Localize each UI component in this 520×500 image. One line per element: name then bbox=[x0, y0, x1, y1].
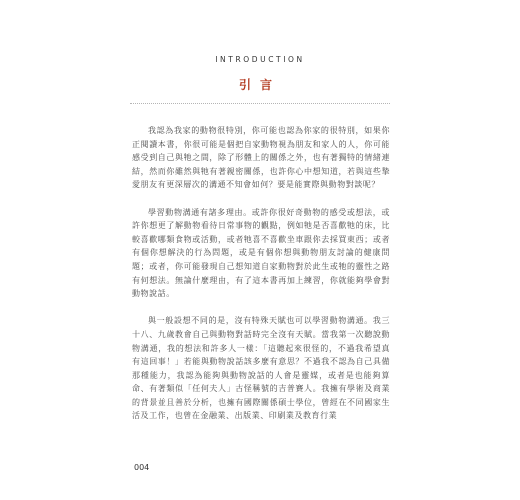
section-label-english: INTRODUCTION bbox=[215, 55, 305, 64]
paragraph-2: 學習動物溝通有諸多理由。或許你很好奇動物的感受或想法，或許你想更了解動物看待日常事物的觀點，例如牠是否喜歡牠的床，比較喜歡哪類食物或活動，或者牠喜不喜歡坐車跟你去採買東西；或者有個你想解決的行為問題，或是有個你想與動物朋友討論的健康問題；或者，你可能發現自己想知道自家動物對於此生或牠的靈性之路有何想法。無論什麼理由，有了這本書再加上練習，你就能夠學會對動物說話。 bbox=[132, 207, 390, 299]
body-text bbox=[132, 124, 390, 423]
paragraph-3: 與一般設想不同的是，沒有特殊天賦也可以學習動物溝通。我三十八、九歲教會自己與動物對話時完全沒有天賦。當我第一次聽說動物溝通，我的想法和許多人一樣：「這聽起來很怪的，不過我希望真有這回事！」若能與動物說話該多麼有意思？不過我不認為自己具備那種能力，我認為能夠與動物說話的人會是靈媒，或者是也能夠算命、有著類似「任何夫人」古怪稱號的吉普賽人。我擁有學術及商業的背景並且善於分析，也擁有國際關係碩士學位，曾經在不同國家生活及工作，也曾在金融業、出版業、印刷業及教育行業 bbox=[132, 316, 390, 421]
section-title: 引言 bbox=[238, 78, 281, 92]
title-divider bbox=[130, 103, 390, 104]
page-number: 004 bbox=[134, 463, 150, 472]
paragraph-1: 我認為我家的動物很特別，你可能也認為你家的很特別，如果你正閱讀本書，你很可能是個把自家動物視為朋友和家人的人，你可能感受到自己與牠之間，除了形體上的關係之外，也有著獨特的情緒連結，然而你雖然與牠有著親密關係，也許你心中想知道，若與這些摯愛朋友有更深層次的溝通不知會如何？要是能實際與動物對談呢？ bbox=[132, 126, 390, 190]
